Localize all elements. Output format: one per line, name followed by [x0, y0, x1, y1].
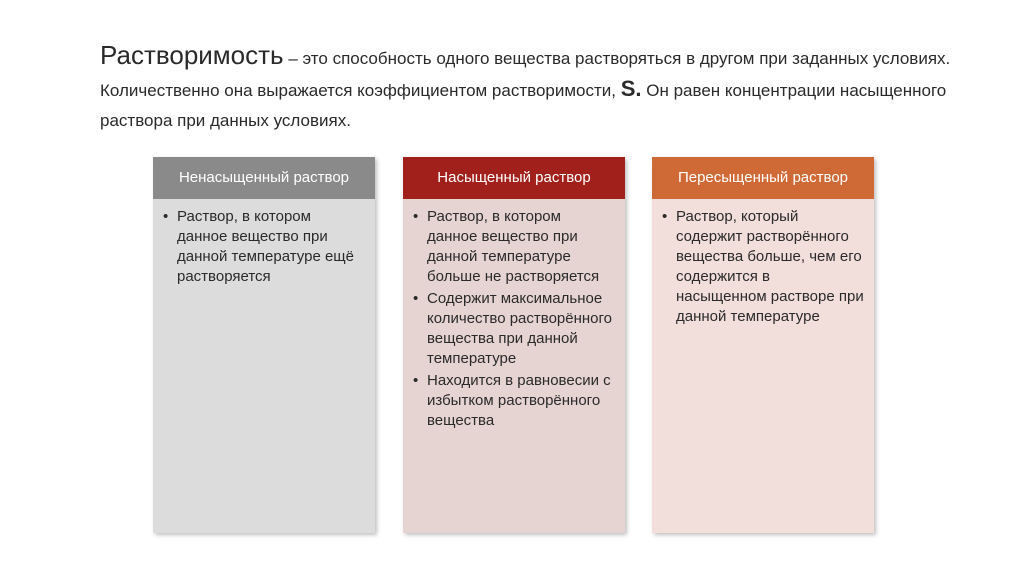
list-item — [411, 207, 615, 287]
intro-symbol: S. — [620, 76, 642, 101]
card-body-unsaturated — [153, 199, 375, 297]
card-header-supersaturated: Пересыщенный раствор — [652, 157, 874, 199]
bullet-icon: • — [163, 208, 169, 225]
card-body-supersaturated — [652, 199, 874, 337]
list-item — [411, 371, 615, 431]
card-header-unsaturated: Ненасыщенный раствор — [153, 157, 375, 199]
card-body-saturated — [403, 199, 625, 441]
card-header-saturated: Насыщенный раствор — [403, 157, 625, 199]
intro-paragraph — [100, 40, 960, 136]
bullet-icon: • — [413, 290, 419, 307]
card-supersaturated — [652, 157, 874, 533]
intro-term: Растворимость — [100, 40, 284, 70]
list-item-text: Находится в равновесии с избытком растворённого вещества — [427, 372, 611, 429]
list-item-text: Раствор, который содержит растворённого вещества больше, чем его содержится в насыщенном растворе при данной температуре — [676, 208, 864, 325]
bullet-icon: • — [413, 208, 419, 225]
list-item — [411, 289, 615, 369]
list-item-text: Раствор, в котором данное вещество при данной температуре ещё растворяется — [177, 208, 354, 285]
card-saturated — [403, 157, 625, 533]
bullet-icon: • — [413, 372, 419, 389]
bullet-icon: • — [662, 208, 668, 225]
intro-text-after: Он равен концентрации насыщенного раствора при данных условиях. — [100, 81, 947, 130]
list-item — [161, 207, 365, 287]
card-unsaturated — [153, 157, 375, 533]
list-item — [660, 207, 864, 327]
list-item-text: Содержит максимальное количество растворённого вещества при данной температуре — [427, 290, 612, 367]
intro-text-before: – это способность одного вещества растворяться в другом при заданных условиях. Количественно она выражается коэффициентом растворимости, — [100, 49, 951, 100]
list-item-text: Раствор, в котором данное вещество при данной температуре больше не растворяется — [427, 208, 600, 285]
